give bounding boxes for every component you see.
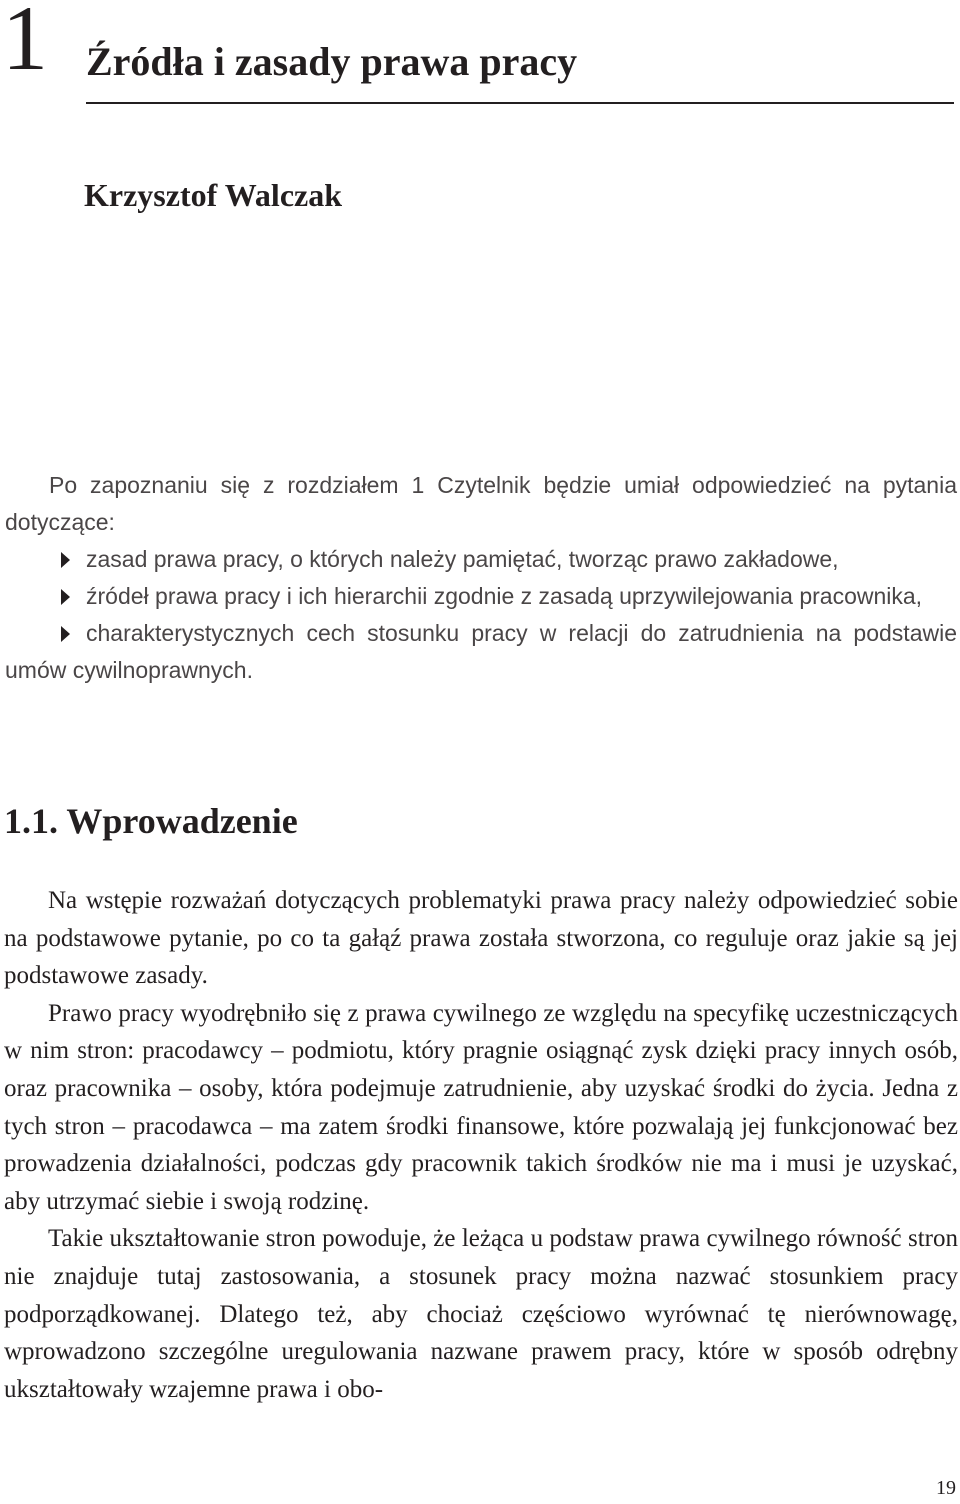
page-number: 19 <box>936 1477 956 1499</box>
chapter-number: 1 <box>2 0 44 89</box>
triangle-bullet-icon <box>61 626 70 642</box>
chapter-title: Źródła i zasady prawa pracy <box>86 39 578 84</box>
learning-objectives <box>5 467 957 689</box>
chapter-author: Krzysztof Walczak <box>84 177 343 213</box>
objectives-lead: Po zapoznaniu się z rozdziałem 1 Czytelnik będzie umiał odpowiedzieć na pytania dotyczące: <box>5 472 957 535</box>
body-paragraph: Takie ukształtowanie stron powoduje, że leżąca u podstaw prawa cywilnego równość stron nie znajduje tutaj zastosowania, a stosunek pracy można nazwać stosunkiem pracy podporządkowanej. Dlatego też, aby chociaż częściowo wyrównać tę nierównowagę, wprowadzono szczególne uregulowania nazwane prawem pracy, które w sposób odrębny ukształtowały wzajemne prawa i obo- <box>4 1225 958 1403</box>
objective-text: charakterystycznych cech stosunku pracy w relacji do zatrudnienia na podstawie umów cywilnoprawnych. <box>5 620 957 683</box>
chapter-title-rule <box>86 102 954 104</box>
body-paragraph: Prawo pracy wyodrębniło się z prawa cywilnego ze względu na specyfikę uczestniczących w nim stron: pracodawcy – podmiotu, który pragnie osiągnąć zysk dzięki pracy innych osób, oraz pracownika – osoby, która podejmuje zatrudnienie, aby uzyskać środki do życia. Jedna z tych stron – pracodawca – ma zatem środki finansowe, które pozwalają jej funkcjonować bez prowadzenia działalności, podczas gdy pracownik takich środków nie ma i musi je uzyskać, aby utrzymać siebie i swoją rodzinę. <box>4 999 958 1215</box>
section-heading: 1.1. Wprowadzenie <box>4 801 298 841</box>
objective-item <box>5 615 957 689</box>
objective-item <box>5 541 957 578</box>
objective-text: zasad prawa pracy, o których należy pamiętać, tworząc prawo zakładowe, <box>86 546 839 572</box>
section-body <box>4 882 958 1408</box>
body-paragraph: Na wstępie rozważań dotyczących problematyki prawa pracy należy odpowiedzieć sobie na podstawowe pytanie, po co ta gałąź prawa została stworzona, co reguluje oraz jakie są jej podstawowe zasady. <box>4 887 958 990</box>
triangle-bullet-icon <box>61 589 70 605</box>
objective-text: źródeł prawa pracy i ich hierarchii zgodnie z zasadą uprzywilejowania pracownika, <box>86 583 923 609</box>
objective-item <box>5 578 957 615</box>
triangle-bullet-icon <box>61 552 70 568</box>
objectives-list <box>5 541 957 689</box>
